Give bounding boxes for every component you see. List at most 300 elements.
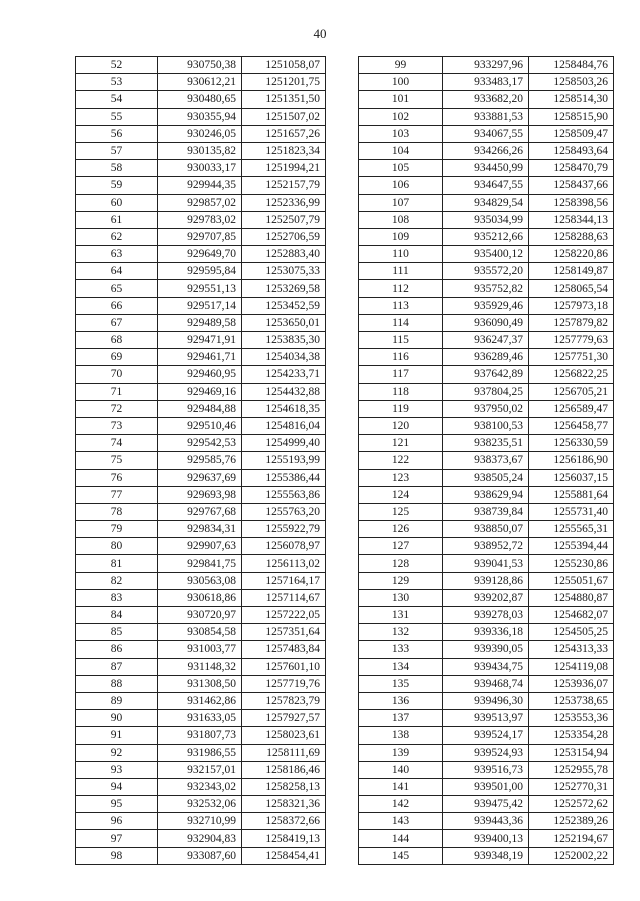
- table-row: [76, 607, 326, 624]
- y-coordinate-cell: 1258258,13: [242, 778, 326, 795]
- table-row: [359, 211, 614, 228]
- x-coordinate-cell: 939443,36: [443, 813, 529, 830]
- point-number-cell: 87: [76, 658, 158, 675]
- y-coordinate-cell: 1258493,64: [529, 142, 614, 159]
- table-row: [76, 521, 326, 538]
- table-row: [359, 503, 614, 520]
- point-number-cell: 111: [359, 263, 443, 280]
- table-row: [359, 778, 614, 795]
- x-coordinate-cell: 930480,65: [158, 91, 242, 108]
- x-coordinate-cell: 936090,49: [443, 314, 529, 331]
- point-number-cell: 98: [76, 847, 158, 864]
- y-coordinate-cell: 1258288,63: [529, 228, 614, 245]
- point-number-cell: 58: [76, 160, 158, 177]
- point-number-cell: 130: [359, 589, 443, 606]
- table-row: [359, 160, 614, 177]
- point-number-cell: 94: [76, 778, 158, 795]
- x-coordinate-cell: 929510,46: [158, 417, 242, 434]
- x-coordinate-cell: 929693,98: [158, 486, 242, 503]
- y-coordinate-cell: 1257351,64: [242, 624, 326, 641]
- point-number-cell: 72: [76, 400, 158, 417]
- table-row: [359, 486, 614, 503]
- table-row: [359, 607, 614, 624]
- x-coordinate-cell: 931807,73: [158, 727, 242, 744]
- y-coordinate-cell: 1256078,97: [242, 538, 326, 555]
- y-coordinate-cell: 1257114,67: [242, 589, 326, 606]
- x-coordinate-cell: 934829,54: [443, 194, 529, 211]
- x-coordinate-cell: 933297,96: [443, 57, 529, 74]
- y-coordinate-cell: 1251507,02: [242, 108, 326, 125]
- y-coordinate-cell: 1254233,71: [242, 366, 326, 383]
- table-row: [359, 314, 614, 331]
- point-number-cell: 76: [76, 469, 158, 486]
- point-number-cell: 70: [76, 366, 158, 383]
- point-number-cell: 53: [76, 74, 158, 91]
- y-coordinate-cell: 1258372,66: [242, 813, 326, 830]
- point-number-cell: 54: [76, 91, 158, 108]
- table-row: [76, 400, 326, 417]
- table-row: [76, 417, 326, 434]
- y-coordinate-cell: 1258111,69: [242, 744, 326, 761]
- y-coordinate-cell: 1256458,77: [529, 417, 614, 434]
- y-coordinate-cell: 1254119,08: [529, 658, 614, 675]
- point-number-cell: 139: [359, 744, 443, 761]
- y-coordinate-cell: 1252336,99: [242, 194, 326, 211]
- x-coordinate-cell: 938100,53: [443, 417, 529, 434]
- y-coordinate-cell: 1258503,26: [529, 74, 614, 91]
- point-number-cell: 112: [359, 280, 443, 297]
- table-row: [359, 675, 614, 692]
- table-row: [359, 692, 614, 709]
- point-number-cell: 69: [76, 349, 158, 366]
- y-coordinate-cell: 1256705,21: [529, 383, 614, 400]
- point-number-cell: 127: [359, 538, 443, 555]
- x-coordinate-cell: 939400,13: [443, 830, 529, 847]
- table-row: [76, 57, 326, 74]
- table-row: [76, 435, 326, 452]
- y-coordinate-cell: 1253835,30: [242, 332, 326, 349]
- x-coordinate-cell: 934266,26: [443, 142, 529, 159]
- table-row: [359, 263, 614, 280]
- table-row: [76, 332, 326, 349]
- x-coordinate-cell: 932343,02: [158, 778, 242, 795]
- point-number-cell: 136: [359, 692, 443, 709]
- x-coordinate-cell: 930033,17: [158, 160, 242, 177]
- x-coordinate-cell: 938952,72: [443, 538, 529, 555]
- x-coordinate-cell: 930750,38: [158, 57, 242, 74]
- table-row: [76, 675, 326, 692]
- y-coordinate-cell: 1257751,30: [529, 349, 614, 366]
- table-row: [76, 349, 326, 366]
- table-row: [76, 160, 326, 177]
- point-number-cell: 95: [76, 796, 158, 813]
- point-number-cell: 105: [359, 160, 443, 177]
- y-coordinate-cell: 1256037,15: [529, 469, 614, 486]
- x-coordinate-cell: 930618,86: [158, 589, 242, 606]
- x-coordinate-cell: 933483,17: [443, 74, 529, 91]
- coordinates-table-left: [75, 56, 326, 865]
- table-row: [359, 589, 614, 606]
- x-coordinate-cell: 930854,58: [158, 624, 242, 641]
- y-coordinate-cell: 1258149,87: [529, 263, 614, 280]
- point-number-cell: 83: [76, 589, 158, 606]
- y-coordinate-cell: 1258419,13: [242, 830, 326, 847]
- y-coordinate-cell: 1252389,26: [529, 813, 614, 830]
- x-coordinate-cell: 939468,74: [443, 675, 529, 692]
- x-coordinate-cell: 930246,05: [158, 125, 242, 142]
- x-coordinate-cell: 934067,55: [443, 125, 529, 142]
- point-number-cell: 57: [76, 142, 158, 159]
- y-coordinate-cell: 1256822,25: [529, 366, 614, 383]
- x-coordinate-cell: 929595,84: [158, 263, 242, 280]
- point-number-cell: 137: [359, 710, 443, 727]
- y-coordinate-cell: 1258484,76: [529, 57, 614, 74]
- table-row: [359, 813, 614, 830]
- table-row: [76, 246, 326, 263]
- point-number-cell: 61: [76, 211, 158, 228]
- point-number-cell: 140: [359, 761, 443, 778]
- x-coordinate-cell: 936289,46: [443, 349, 529, 366]
- point-number-cell: 68: [76, 332, 158, 349]
- point-number-cell: 52: [76, 57, 158, 74]
- y-coordinate-cell: 1255563,86: [242, 486, 326, 503]
- table-row: [359, 57, 614, 74]
- point-number-cell: 142: [359, 796, 443, 813]
- point-number-cell: 108: [359, 211, 443, 228]
- point-number-cell: 125: [359, 503, 443, 520]
- y-coordinate-cell: 1253354,28: [529, 727, 614, 744]
- y-coordinate-cell: 1253553,36: [529, 710, 614, 727]
- table-row: [359, 555, 614, 572]
- table-row: [359, 435, 614, 452]
- y-coordinate-cell: 1257879,82: [529, 314, 614, 331]
- x-coordinate-cell: 939278,03: [443, 607, 529, 624]
- table-row: [359, 246, 614, 263]
- point-number-cell: 96: [76, 813, 158, 830]
- point-number-cell: 59: [76, 177, 158, 194]
- y-coordinate-cell: 1258321,36: [242, 796, 326, 813]
- x-coordinate-cell: 939202,87: [443, 589, 529, 606]
- table-row: [76, 297, 326, 314]
- point-number-cell: 135: [359, 675, 443, 692]
- table-row: [359, 744, 614, 761]
- table-row: [76, 452, 326, 469]
- x-coordinate-cell: 933881,53: [443, 108, 529, 125]
- point-number-cell: 77: [76, 486, 158, 503]
- x-coordinate-cell: 939524,93: [443, 744, 529, 761]
- y-coordinate-cell: 1258470,79: [529, 160, 614, 177]
- point-number-cell: 143: [359, 813, 443, 830]
- point-number-cell: 114: [359, 314, 443, 331]
- point-number-cell: 119: [359, 400, 443, 417]
- table-row: [359, 177, 614, 194]
- coordinates-table-left-body: [76, 57, 326, 865]
- table-row: [76, 503, 326, 520]
- point-number-cell: 113: [359, 297, 443, 314]
- point-number-cell: 131: [359, 607, 443, 624]
- x-coordinate-cell: 933087,60: [158, 847, 242, 864]
- table-row: [76, 589, 326, 606]
- x-coordinate-cell: 936247,37: [443, 332, 529, 349]
- y-coordinate-cell: 1252955,78: [529, 761, 614, 778]
- point-number-cell: 92: [76, 744, 158, 761]
- point-number-cell: 126: [359, 521, 443, 538]
- x-coordinate-cell: 931462,86: [158, 692, 242, 709]
- y-coordinate-cell: 1251657,26: [242, 125, 326, 142]
- y-coordinate-cell: 1252706,59: [242, 228, 326, 245]
- table-row: [76, 263, 326, 280]
- point-number-cell: 86: [76, 641, 158, 658]
- point-number-cell: 56: [76, 125, 158, 142]
- x-coordinate-cell: 929944,35: [158, 177, 242, 194]
- point-number-cell: 100: [359, 74, 443, 91]
- x-coordinate-cell: 931003,77: [158, 641, 242, 658]
- table-row: [359, 847, 614, 864]
- point-number-cell: 82: [76, 572, 158, 589]
- x-coordinate-cell: 938739,84: [443, 503, 529, 520]
- point-number-cell: 106: [359, 177, 443, 194]
- table-row: [359, 710, 614, 727]
- x-coordinate-cell: 933682,20: [443, 91, 529, 108]
- x-coordinate-cell: 929841,75: [158, 555, 242, 572]
- table-row: [76, 624, 326, 641]
- table-row: [359, 830, 614, 847]
- y-coordinate-cell: 1253075,33: [242, 263, 326, 280]
- table-row: [359, 366, 614, 383]
- x-coordinate-cell: 932710,99: [158, 813, 242, 830]
- x-coordinate-cell: 929707,85: [158, 228, 242, 245]
- table-row: [76, 830, 326, 847]
- x-coordinate-cell: 930135,82: [158, 142, 242, 159]
- table-row: [359, 452, 614, 469]
- y-coordinate-cell: 1255922,79: [242, 521, 326, 538]
- x-coordinate-cell: 929767,68: [158, 503, 242, 520]
- point-number-cell: 62: [76, 228, 158, 245]
- point-number-cell: 103: [359, 125, 443, 142]
- y-coordinate-cell: 1253738,65: [529, 692, 614, 709]
- table-row: [359, 761, 614, 778]
- point-number-cell: 73: [76, 417, 158, 434]
- x-coordinate-cell: 939524,17: [443, 727, 529, 744]
- table-row: [359, 641, 614, 658]
- point-number-cell: 134: [359, 658, 443, 675]
- table-row: [359, 521, 614, 538]
- x-coordinate-cell: 930355,94: [158, 108, 242, 125]
- point-number-cell: 55: [76, 108, 158, 125]
- table-row: [76, 727, 326, 744]
- x-coordinate-cell: 937642,89: [443, 366, 529, 383]
- y-coordinate-cell: 1255731,40: [529, 503, 614, 520]
- table-row: [76, 74, 326, 91]
- y-coordinate-cell: 1253936,07: [529, 675, 614, 692]
- y-coordinate-cell: 1256113,02: [242, 555, 326, 572]
- y-coordinate-cell: 1252157,79: [242, 177, 326, 194]
- point-number-cell: 80: [76, 538, 158, 555]
- y-coordinate-cell: 1251058,07: [242, 57, 326, 74]
- point-number-cell: 144: [359, 830, 443, 847]
- x-coordinate-cell: 929469,16: [158, 383, 242, 400]
- x-coordinate-cell: 932904,83: [158, 830, 242, 847]
- table-row: [76, 194, 326, 211]
- y-coordinate-cell: 1256330,59: [529, 435, 614, 452]
- table-row: [359, 469, 614, 486]
- point-number-cell: 118: [359, 383, 443, 400]
- x-coordinate-cell: 938629,94: [443, 486, 529, 503]
- table-row: [76, 572, 326, 589]
- y-coordinate-cell: 1256589,47: [529, 400, 614, 417]
- x-coordinate-cell: 938505,24: [443, 469, 529, 486]
- y-coordinate-cell: 1258023,61: [242, 727, 326, 744]
- point-number-cell: 109: [359, 228, 443, 245]
- table-row: [76, 778, 326, 795]
- point-number-cell: 99: [359, 57, 443, 74]
- x-coordinate-cell: 929489,58: [158, 314, 242, 331]
- x-coordinate-cell: 931308,50: [158, 675, 242, 692]
- y-coordinate-cell: 1252194,67: [529, 830, 614, 847]
- x-coordinate-cell: 938850,07: [443, 521, 529, 538]
- point-number-cell: 145: [359, 847, 443, 864]
- x-coordinate-cell: 939434,75: [443, 658, 529, 675]
- y-coordinate-cell: 1254618,35: [242, 400, 326, 417]
- y-coordinate-cell: 1257164,17: [242, 572, 326, 589]
- point-number-cell: 115: [359, 332, 443, 349]
- point-number-cell: 67: [76, 314, 158, 331]
- table-row: [76, 813, 326, 830]
- table-row: [76, 555, 326, 572]
- x-coordinate-cell: 929585,76: [158, 452, 242, 469]
- x-coordinate-cell: 929649,70: [158, 246, 242, 263]
- y-coordinate-cell: 1256186,90: [529, 452, 614, 469]
- y-coordinate-cell: 1252770,31: [529, 778, 614, 795]
- point-number-cell: 120: [359, 417, 443, 434]
- y-coordinate-cell: 1257222,05: [242, 607, 326, 624]
- table-row: [76, 91, 326, 108]
- y-coordinate-cell: 1251823,34: [242, 142, 326, 159]
- point-number-cell: 102: [359, 108, 443, 125]
- point-number-cell: 133: [359, 641, 443, 658]
- y-coordinate-cell: 1255193,99: [242, 452, 326, 469]
- table-row: [76, 211, 326, 228]
- table-row: [359, 383, 614, 400]
- table-row: [359, 297, 614, 314]
- point-number-cell: 60: [76, 194, 158, 211]
- x-coordinate-cell: 931148,32: [158, 658, 242, 675]
- x-coordinate-cell: 935572,20: [443, 263, 529, 280]
- x-coordinate-cell: 929461,71: [158, 349, 242, 366]
- table-row: [359, 349, 614, 366]
- point-number-cell: 78: [76, 503, 158, 520]
- x-coordinate-cell: 930612,21: [158, 74, 242, 91]
- x-coordinate-cell: 935752,82: [443, 280, 529, 297]
- point-number-cell: 116: [359, 349, 443, 366]
- x-coordinate-cell: 939516,73: [443, 761, 529, 778]
- x-coordinate-cell: 934647,55: [443, 177, 529, 194]
- point-number-cell: 141: [359, 778, 443, 795]
- x-coordinate-cell: 939475,42: [443, 796, 529, 813]
- x-coordinate-cell: 939513,97: [443, 710, 529, 727]
- y-coordinate-cell: 1255565,31: [529, 521, 614, 538]
- y-coordinate-cell: 1257719,76: [242, 675, 326, 692]
- point-number-cell: 132: [359, 624, 443, 641]
- y-coordinate-cell: 1257823,79: [242, 692, 326, 709]
- table-row: [359, 194, 614, 211]
- y-coordinate-cell: 1254880,87: [529, 589, 614, 606]
- table-row: [76, 125, 326, 142]
- point-number-cell: 91: [76, 727, 158, 744]
- x-coordinate-cell: 937804,25: [443, 383, 529, 400]
- table-row: [76, 228, 326, 245]
- x-coordinate-cell: 935929,46: [443, 297, 529, 314]
- table-row: [76, 469, 326, 486]
- table-row: [359, 727, 614, 744]
- point-number-cell: 66: [76, 297, 158, 314]
- x-coordinate-cell: 935034,99: [443, 211, 529, 228]
- y-coordinate-cell: 1258515,90: [529, 108, 614, 125]
- y-coordinate-cell: 1254682,07: [529, 607, 614, 624]
- x-coordinate-cell: 939390,05: [443, 641, 529, 658]
- table-row: [359, 400, 614, 417]
- point-number-cell: 79: [76, 521, 158, 538]
- x-coordinate-cell: 939128,86: [443, 572, 529, 589]
- coordinates-table-right-body: [359, 57, 614, 865]
- y-coordinate-cell: 1253650,01: [242, 314, 326, 331]
- point-number-cell: 88: [76, 675, 158, 692]
- table-row: [76, 142, 326, 159]
- point-number-cell: 75: [76, 452, 158, 469]
- y-coordinate-cell: 1255881,64: [529, 486, 614, 503]
- table-row: [359, 91, 614, 108]
- table-row: [76, 538, 326, 555]
- y-coordinate-cell: 1258509,47: [529, 125, 614, 142]
- x-coordinate-cell: 929907,63: [158, 538, 242, 555]
- x-coordinate-cell: 929484,88: [158, 400, 242, 417]
- x-coordinate-cell: 929834,31: [158, 521, 242, 538]
- table-row: [359, 74, 614, 91]
- point-number-cell: 89: [76, 692, 158, 709]
- y-coordinate-cell: 1254034,38: [242, 349, 326, 366]
- y-coordinate-cell: 1254313,33: [529, 641, 614, 658]
- table-row: [76, 383, 326, 400]
- coordinates-table-right: [358, 56, 614, 865]
- x-coordinate-cell: 938235,51: [443, 435, 529, 452]
- x-coordinate-cell: 939336,18: [443, 624, 529, 641]
- table-row: [76, 658, 326, 675]
- table-row: [359, 228, 614, 245]
- table-row: [359, 796, 614, 813]
- y-coordinate-cell: 1258186,46: [242, 761, 326, 778]
- x-coordinate-cell: 934450,99: [443, 160, 529, 177]
- page-number: 40: [313, 26, 327, 41]
- y-coordinate-cell: 1257927,57: [242, 710, 326, 727]
- y-coordinate-cell: 1254999,40: [242, 435, 326, 452]
- point-number-cell: 110: [359, 246, 443, 263]
- table-row: [359, 658, 614, 675]
- table-row: [76, 847, 326, 864]
- table-row: [359, 108, 614, 125]
- y-coordinate-cell: 1258220,86: [529, 246, 614, 263]
- y-coordinate-cell: 1255394,44: [529, 538, 614, 555]
- table-row: [359, 538, 614, 555]
- table-row: [359, 280, 614, 297]
- y-coordinate-cell: 1251201,75: [242, 74, 326, 91]
- table-row: [76, 280, 326, 297]
- x-coordinate-cell: 931986,55: [158, 744, 242, 761]
- point-number-cell: 93: [76, 761, 158, 778]
- x-coordinate-cell: 939348,19: [443, 847, 529, 864]
- point-number-cell: 71: [76, 383, 158, 400]
- point-number-cell: 122: [359, 452, 443, 469]
- x-coordinate-cell: 935212,66: [443, 228, 529, 245]
